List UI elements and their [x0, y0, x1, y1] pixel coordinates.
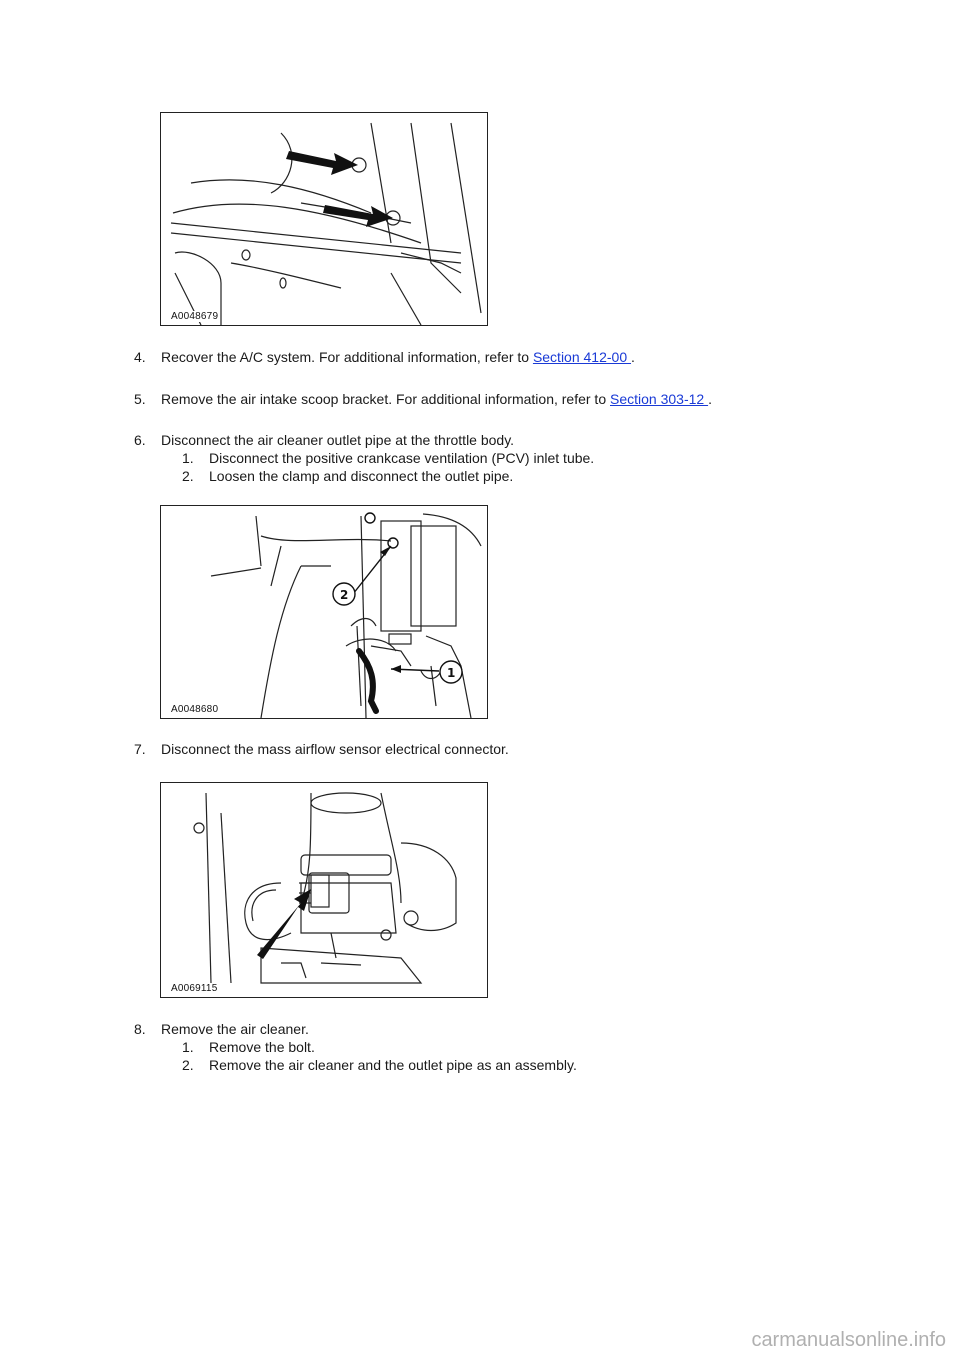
figure-label: A0048679: [171, 311, 219, 322]
figure-label: A0048680: [171, 704, 219, 715]
figure-1: [160, 112, 488, 326]
step-5: [134, 390, 712, 408]
illustration-mass-airflow-sensor: [161, 783, 487, 997]
figure-3: [160, 782, 488, 998]
step-7: [134, 740, 509, 758]
step-number: 7.: [134, 741, 146, 757]
substep-8-2: [182, 1056, 577, 1074]
substep-8-1: [182, 1038, 315, 1056]
step-text-after: .: [631, 349, 635, 365]
callout-1: 1: [447, 666, 456, 680]
substep-text: Remove the bolt.: [209, 1039, 315, 1055]
step-text: Disconnect the mass airflow sensor electrical connector.: [161, 741, 509, 757]
substep-number: 2.: [182, 468, 194, 484]
illustration-wiper-cowl-bolts: [161, 113, 487, 325]
watermark: carmanualsonline.info: [751, 1329, 946, 1351]
substep-6-1: [182, 449, 594, 467]
substep-text: Remove the air cleaner and the outlet pipe as an assembly.: [209, 1057, 577, 1073]
step-text: Remove the air intake scoop bracket. For additional information, refer to: [161, 391, 610, 407]
figure-label: A0069115: [171, 983, 218, 994]
step-number: 6.: [134, 432, 146, 448]
step-number: 5.: [134, 391, 146, 407]
step-text: Disconnect the air cleaner outlet pipe at the throttle body.: [161, 432, 515, 448]
illustration-throttle-body-outlet-pipe: [161, 506, 487, 718]
substep-number: 2.: [182, 1057, 194, 1073]
substep-number: 1.: [182, 1039, 194, 1055]
step-number: 4.: [134, 349, 146, 365]
substep-text: Disconnect the positive crankcase ventilation (PCV) inlet tube.: [209, 450, 595, 466]
step-text: Remove the air cleaner.: [161, 1021, 309, 1037]
section-link[interactable]: Section 303-12: [610, 391, 709, 407]
step-text: Recover the A/C system. For additional information, refer to: [161, 349, 533, 365]
substep-text: Loosen the clamp and disconnect the outlet pipe.: [209, 468, 514, 484]
step-number: 8.: [134, 1021, 146, 1037]
substep-6-2: [182, 467, 513, 485]
step-8: [134, 1020, 309, 1038]
step-6: [134, 431, 514, 449]
figure-2: [160, 505, 488, 719]
step-text-after: .: [708, 391, 712, 407]
callout-2: 2: [340, 588, 349, 602]
section-link[interactable]: Section 412-00: [532, 349, 632, 365]
substep-number: 1.: [182, 450, 194, 466]
step-4: [134, 348, 635, 366]
